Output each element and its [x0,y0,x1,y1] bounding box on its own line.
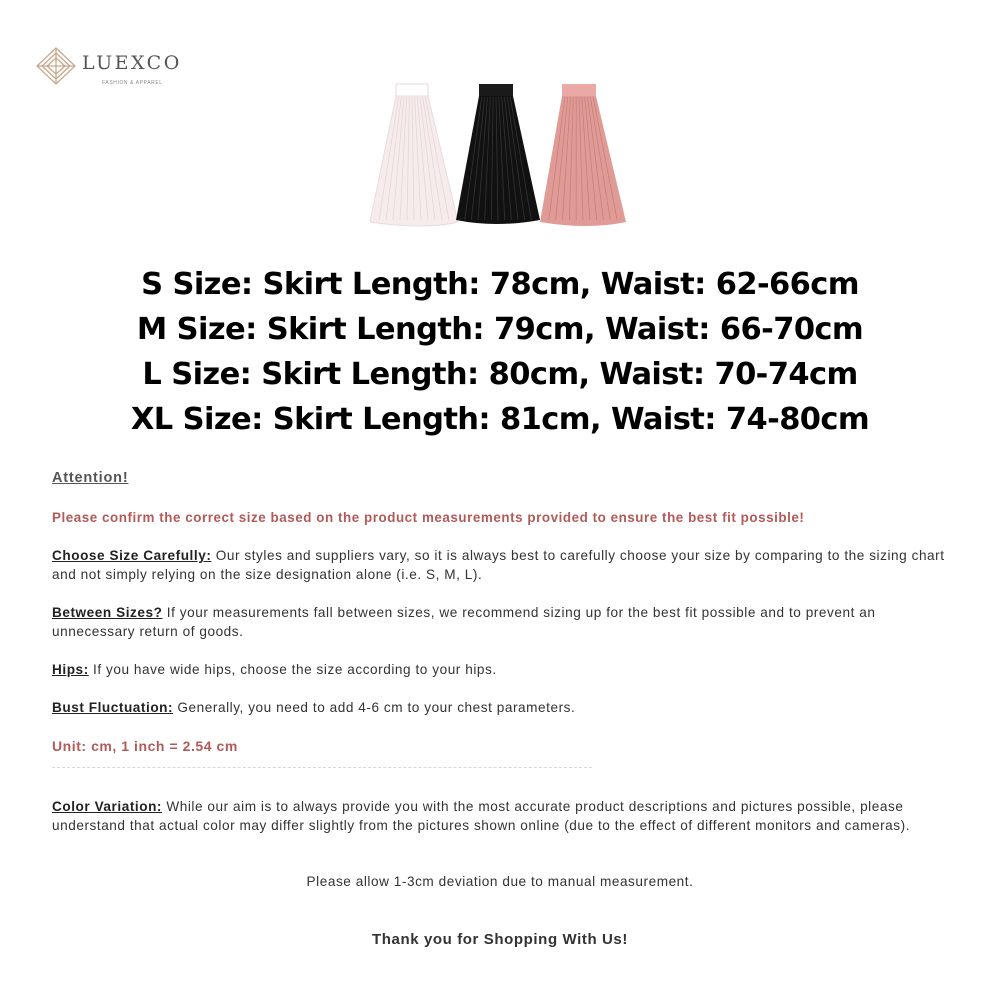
color-variation-note [52,797,952,835]
choose-size-text: Our styles and suppliers vary, so it is always best to carefully choose your size by comparing to the sizing chart and not simply relying on the size designation alone (i.e. S, M, L). [52,548,945,582]
bust-note [52,698,952,717]
thank-you-message: Thank you for Shopping With Us! [372,931,628,948]
dashed-divider [52,767,592,768]
confirm-notice: Please confirm the correct size based on the product measurements provided to ensure the best fit possible! [52,510,805,525]
hips-text: If you have wide hips, choose the size according to your hips. [88,662,497,677]
brand-logo [34,46,194,90]
hips-note [52,660,952,679]
brand-name: LUEXCO [82,52,182,74]
pink-skirt [540,84,626,226]
color-variation-text: While our aim is to always provide you with the most accurate product descriptions and pictures possible, please understand that actual color may differ slightly from the pictures shown online (due to the effect of different monitors and cameras). [52,799,911,833]
color-variation-label: Color Variation: [52,799,163,814]
pleated-skirts-image [366,80,630,230]
size-row-s: S Size: Skirt Length: 78cm, Waist: 62-66cm [141,267,859,302]
between-sizes-note [52,603,952,641]
size-row-xl: XL Size: Skirt Length: 81cm, Waist: 74-80cm [130,402,870,437]
choose-size-note [52,546,952,584]
unit-note: Unit: cm, 1 inch = 2.54 cm [52,738,238,754]
bust-text: Generally, you need to add 4-6 cm to your chest parameters. [173,700,576,715]
diamond-logo-icon [34,46,78,86]
size-row-l: L Size: Skirt Length: 80cm, Waist: 70-74cm [142,357,858,392]
size-row-m: M Size: Skirt Length: 79cm, Waist: 66-70cm [136,312,864,347]
between-sizes-label: Between Sizes? [52,605,163,620]
size-chart [0,262,1000,442]
brand-tagline: FASHION & APPAREL [102,80,163,86]
between-sizes-text: If your measurements fall between sizes, we recommend sizing up for the best fit possible and to prevent an unnecessary return of goods. [52,605,876,639]
deviation-note: Please allow 1-3cm deviation due to manual measurement. [306,874,694,889]
bust-label: Bust Fluctuation: [52,700,174,715]
hips-label: Hips: [52,662,89,677]
choose-size-label: Choose Size Carefully: [52,548,212,563]
attention-heading: Attention! [52,470,129,486]
